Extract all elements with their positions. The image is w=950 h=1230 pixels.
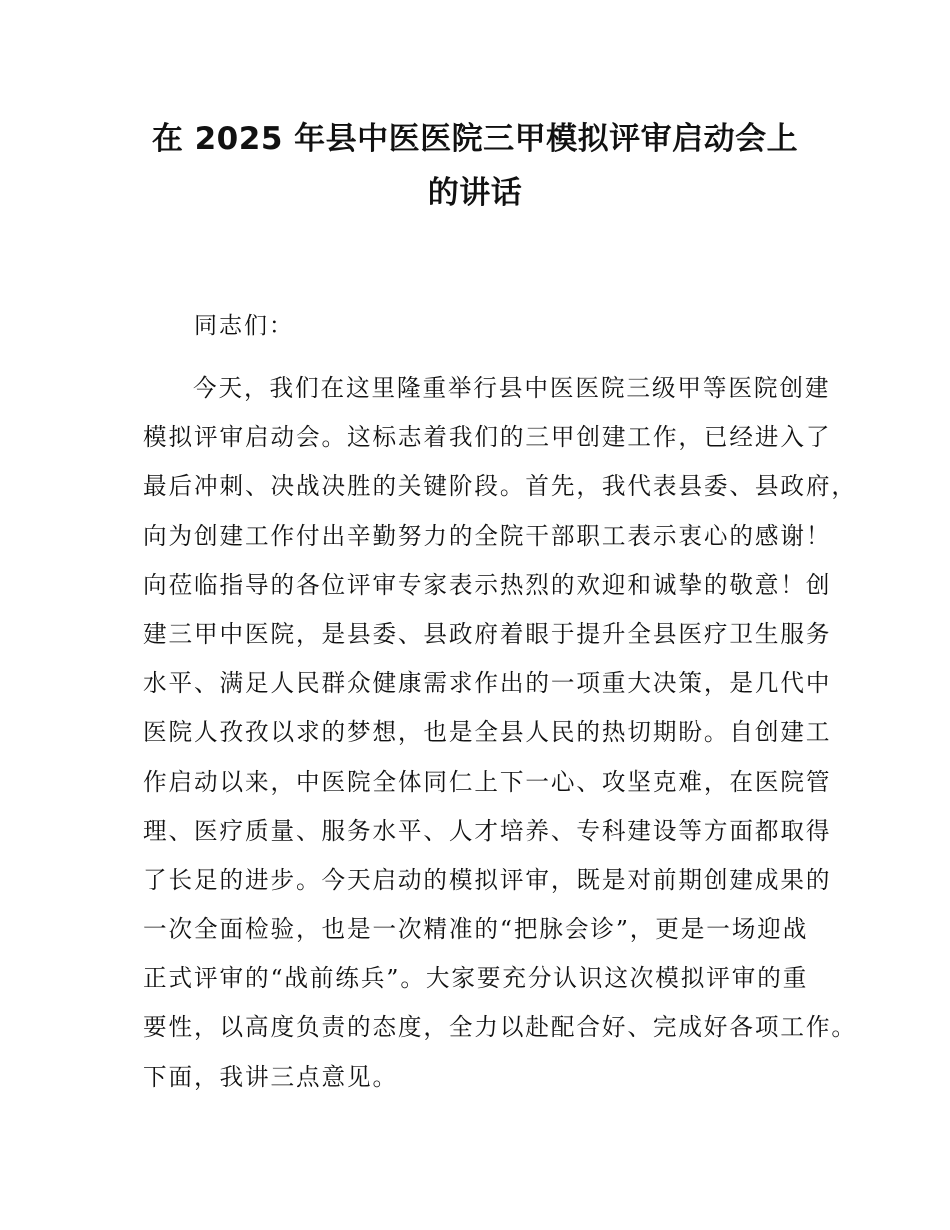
body-paragraph [143,370,857,1108]
paragraph-line: 今天，我们在这里隆重举行县中医医院三级甲等医院创建 [193,374,831,402]
paragraph-line: 下面，我讲三点意见。 [143,1062,398,1091]
title-line-1: 在 2025 年县中医医院三甲模拟评审启动会上 [151,121,799,157]
paragraph-line: 医院人孜孜以求的梦想，也是全县人民的热切期盼。自创建工 [143,718,832,747]
paragraph-line: 一次全面检验，也是一次精准的“把脉会诊”，更是一场迎战 [143,915,809,944]
paragraph-line: 作启动以来，中医院全体同仁上下一心、攻坚克难，在医院管 [143,767,832,796]
paragraph-line: 向莅临指导的各位评审专家表示热烈的欢迎和诚挚的敬意！创 [143,570,832,599]
title-line-2: 的讲话 [427,175,523,211]
document-title [130,112,820,220]
paragraph-line: 了长足的进步。今天启动的模拟评审，既是对前期创建成果的 [143,865,832,894]
salutation: 同志们： [194,313,294,339]
paragraph-line: 建三甲中医院，是县委、县政府着眼于提升全县医疗卫生服务 [143,619,832,648]
paragraph-line: 模拟评审启动会。这标志着我们的三甲创建工作，已经进入了 [143,423,832,452]
paragraph-line: 要性，以高度负责的态度，全力以赴配合好、完成好各项工作。 [143,1013,857,1042]
paragraph-line: 水平、满足人民群众健康需求作出的一项重大决策，是几代中 [143,669,832,698]
paragraph-line: 理、医疗质量、服务水平、人才培养、专科建设等方面都取得 [143,816,832,845]
paragraph-line: 向为创建工作付出辛勤努力的全院干部职工表示衷心的感谢！ [143,521,832,550]
paragraph-line: 最后冲刺、决战决胜的关键阶段。首先，我代表县委、县政府， [143,472,857,501]
paragraph-line: 正式评审的“战前练兵”。大家要充分认识这次模拟评审的重 [143,964,809,993]
